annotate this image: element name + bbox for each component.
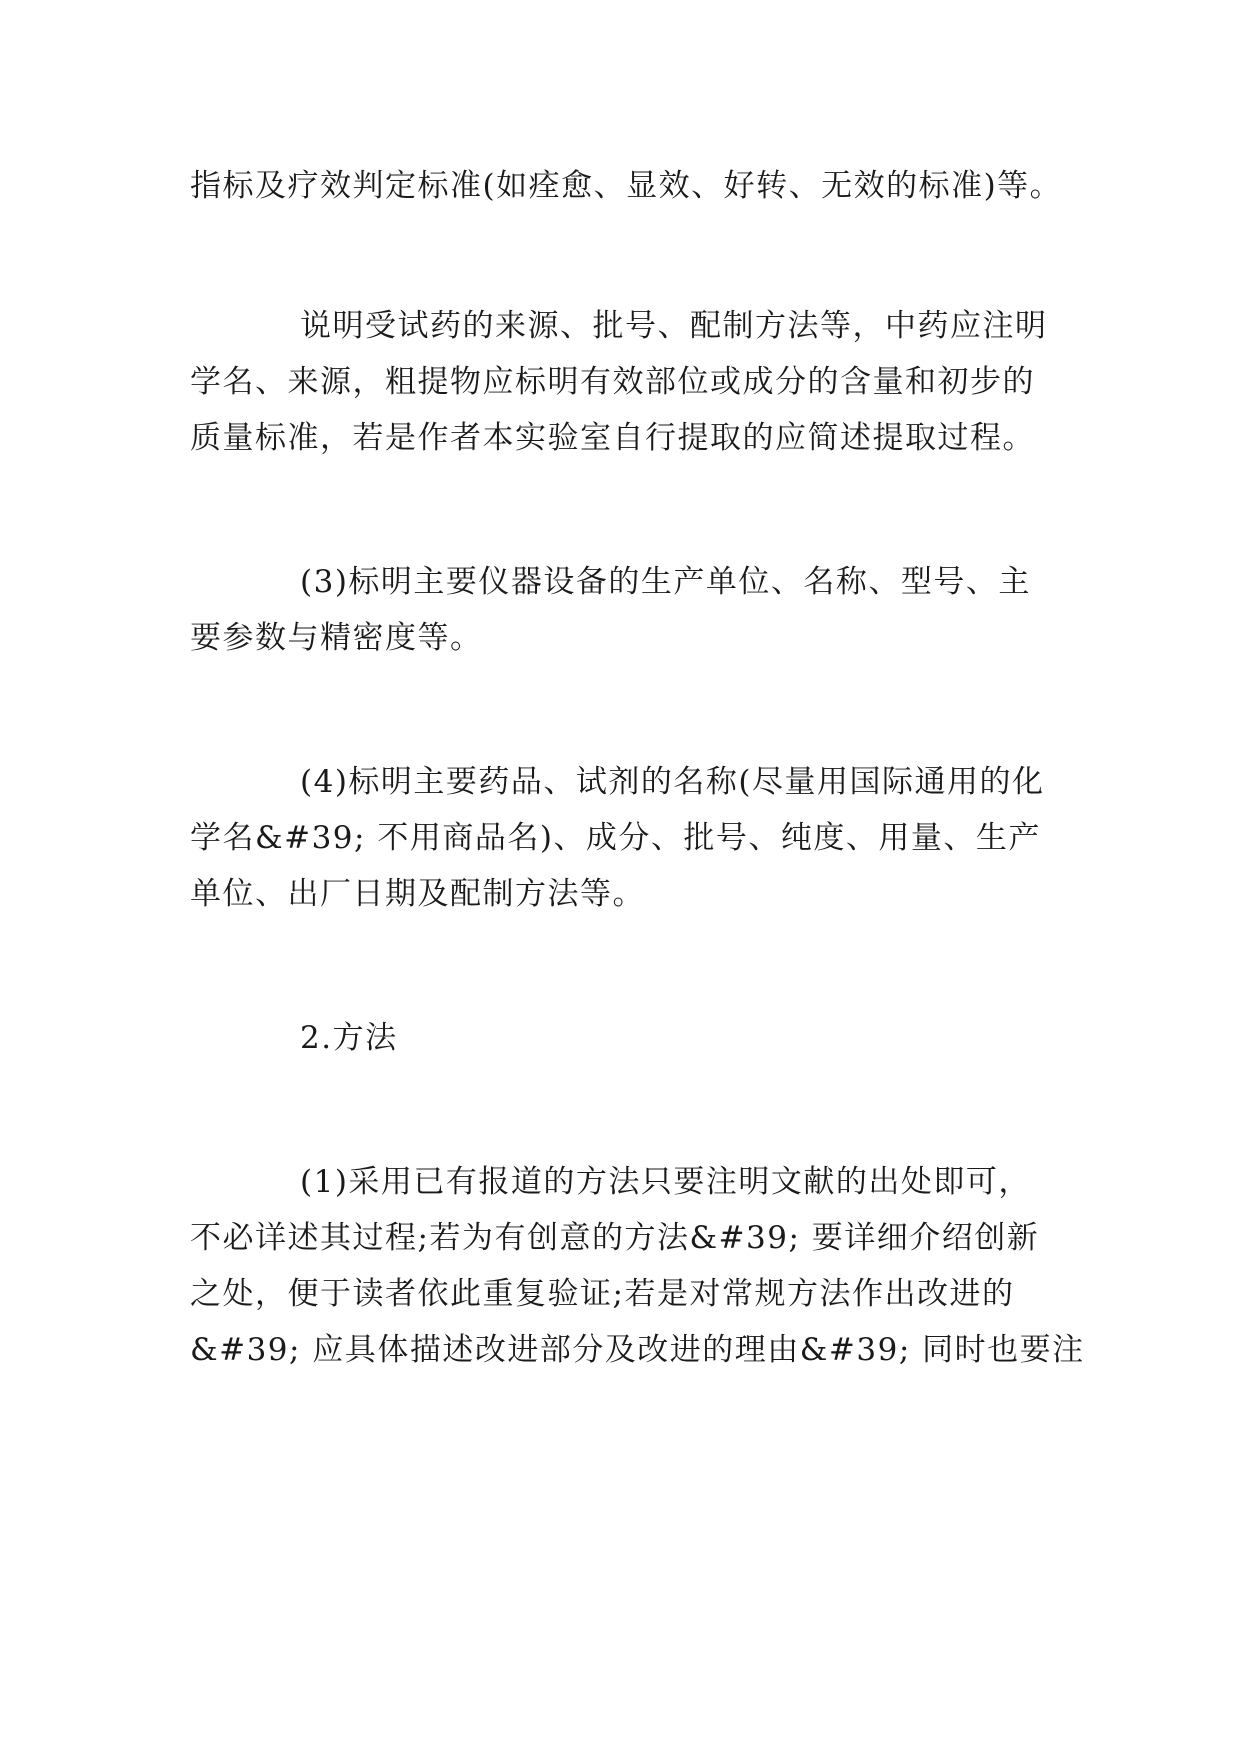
text-line: (1)采用已有报道的方法只要注明文献的出处即可， — [300, 1164, 1031, 1200]
text-line: 之处，便于读者依此重复验证;若是对常规方法作出改进的 — [190, 1276, 1015, 1312]
text-line: 指标及疗效判定标准(如痊愈、显效、好转、无效的标准)等。 — [190, 168, 1063, 204]
text-line: (4)标明主要药品、试剂的名称(尽量用国际通用的化 — [300, 764, 1045, 800]
text-line: &#39; 应具体描述改进部分及改进的理由&#39; 同时也要注 — [190, 1332, 1085, 1368]
section-heading: 2.方法 — [300, 1020, 398, 1056]
text-line: 质量标准，若是作者本实验室自行提取的应简述提取过程。 — [190, 420, 1035, 456]
text-line: 要参数与精密度等。 — [190, 620, 483, 656]
text-line: (3)标明主要仪器设备的生产单位、名称、型号、主 — [300, 564, 1031, 600]
text-line: 不必详述其过程;若为有创意的方法&#39; 要详细介绍创新 — [190, 1220, 1040, 1256]
text-line: 说明受试药的来源、批号、配制方法等，中药应注明 — [300, 308, 1048, 344]
text-line: 单位、出厂日期及配制方法等。 — [190, 876, 645, 912]
text-line: 学名&#39; 不用商品名)、成分、批号、纯度、用量、生产 — [190, 820, 1041, 856]
text-line: 学名、来源，粗提物应标明有效部位或成分的含量和初步的 — [190, 364, 1035, 400]
